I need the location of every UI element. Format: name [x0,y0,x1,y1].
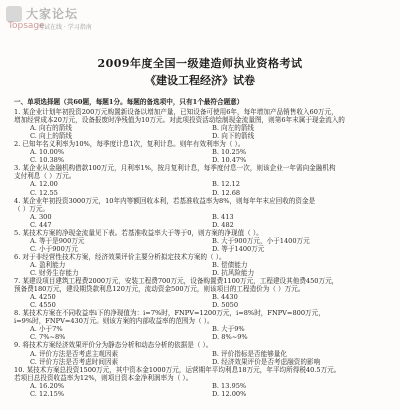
logo-mark-icon [6,6,22,22]
answer-option: A. 盈利能力 [30,260,66,269]
answer-option: C. 12.55 [30,188,58,197]
question-text: 8. 某技术方案在不同收益率i下的净现值为：i=7%时，FNPV=1200万元，i=8%时，FNPV=800万元， [14,309,325,318]
answer-option: C. 小于900万元 [30,244,78,253]
answer-option: C. 7%~8% [30,333,66,342]
answer-option: D. 向下的箭线 [212,132,255,141]
document-subtitle: 《建设工程经济》试卷 [145,74,255,87]
logo-brand-cn: 大家论坛 [26,7,79,21]
question-text: 6. 对于非经营性技术方案，经济效果评价主要分析拟定技术方案的（ ）。 [14,252,226,261]
answer-option: B. 偿债能力 [212,260,248,269]
answer-option: A. 等于是900万元 [30,236,85,245]
logo-brand-sub: 考试在线 · 学习指南 [38,24,92,31]
question-text: 4. 某企业年初投资3000万元，10年内等额回收本利，若基准收益率为8%，则每年年末应回收的资金是 [14,196,316,205]
answer-option: D. 482 [212,220,234,229]
answer-option: C. 12.15% [30,389,65,398]
document-title: 2009年度全国一级建造师执业资格考试 [97,57,303,70]
answer-option: B. 评价指标是否能够量化 [212,349,287,358]
answer-option: D. 10.47% [212,156,247,165]
answer-option: D. 8%~9% [212,333,248,342]
question-text: i=9%时，FNPV=430万元。则该方案的内部收益率的范围为（ ）。 [14,317,214,326]
answer-option: A. 小于7% [30,325,63,334]
answer-option: B. 4430 [212,293,238,302]
answer-option: D. 12.68 [212,188,241,197]
answer-option: C. 10.38% [30,156,65,165]
answer-option: B. 10.25% [212,148,247,157]
question-text: 5. 某技术方案的净现金流量见下表。若基准收益率大于等于0，则方案的净现值（ ）。 [14,228,263,237]
question-text: 支付利息（ ）万元。 [14,172,76,181]
answer-option: A. 10.00% [30,148,65,157]
watermark-logo [4,2,104,36]
answer-option: B. 413 [212,212,234,221]
answer-option: D. 12.00% [212,389,247,398]
question-text: 增加经营成本20万元，设备报废时净残值为10万元。对此项投资活动绘制现金流量图，则第6年末属于现金流入的 [14,116,345,125]
question-text: 9. 将技术方案经济效果评价分为静态分析和动态分析的依据是（ ）。 [14,341,213,350]
question-text: 2. 已知年名义利率为10%，每季度计息1次，复利计息。则年有效利率为（ ）。 [14,140,245,149]
section-heading: 一、单项选择题（共60题，每题1分。每题的备选项中，只有1个最符合题意） [14,98,244,106]
answer-option: B. 大于9% [212,325,245,334]
question-text: 1. 某企业计划年初投资200万元购置新设备以增加产量，已知设备可使用6年，每年增加产品销售收入60万元， [14,108,338,116]
question-text: 若项目总投资收益率为12%，则项目资本金净利润率为（ ）。 [14,373,193,382]
answer-option: A. 向右的箭线 [30,124,72,133]
answer-option: C. 向上的箭线 [30,132,72,141]
answer-option: C. 447 [30,220,52,229]
answer-option: A. 评价方法是否考虑主观因素 [30,349,119,358]
answer-option: B. 向左的箭线 [212,124,255,133]
question-text: 3. 某企业从金融机构借款100万元，月利率1%，按月复利计息，每季度付息一次，则该企业一年需向金融机构 [14,164,336,173]
answer-option: D. 抗风险能力 [212,269,255,277]
answer-option: B. 13.95% [212,381,247,390]
question-text: （ ）万元。 [14,204,50,213]
answer-option: B. 12.12 [212,180,240,189]
answer-option: C. 4550 [30,301,56,310]
question-text: 7. 某建设项目建筑工程费2000万元，安装工程费700万元，设备购置费1100万元，工程建设其他费450万元， [14,277,339,286]
logo-brand-en: Topsage [8,21,45,31]
answer-option: C. 财务生存能力 [30,269,79,277]
answer-option: D. 经济效果评价是否考虑融资的影响 [212,357,321,366]
answer-option: A. 16.20% [30,381,65,390]
answer-option: D. 等于1400万元 [212,244,265,253]
answer-option: A. 12.00 [30,180,58,189]
question-text: 预备费180万元，建设期贷款利息120万元，流动资金500万元，则该项目的工程造价为（ ）万元。 [14,285,305,294]
answer-option: B. 大于900万元，小于1400万元 [212,236,310,245]
question-text: 10. 某技术方案总投资1500万元，其中资本金1000万元，运营期年平均利息18万元，年平均所得税40.5万元。 [14,365,341,374]
answer-option: D. 5050 [212,301,239,310]
answer-option: A. 300 [30,212,52,221]
answer-option: C. 评价方法是否考虑时间因素 [30,357,119,366]
answer-option: A. 4250 [30,293,56,302]
